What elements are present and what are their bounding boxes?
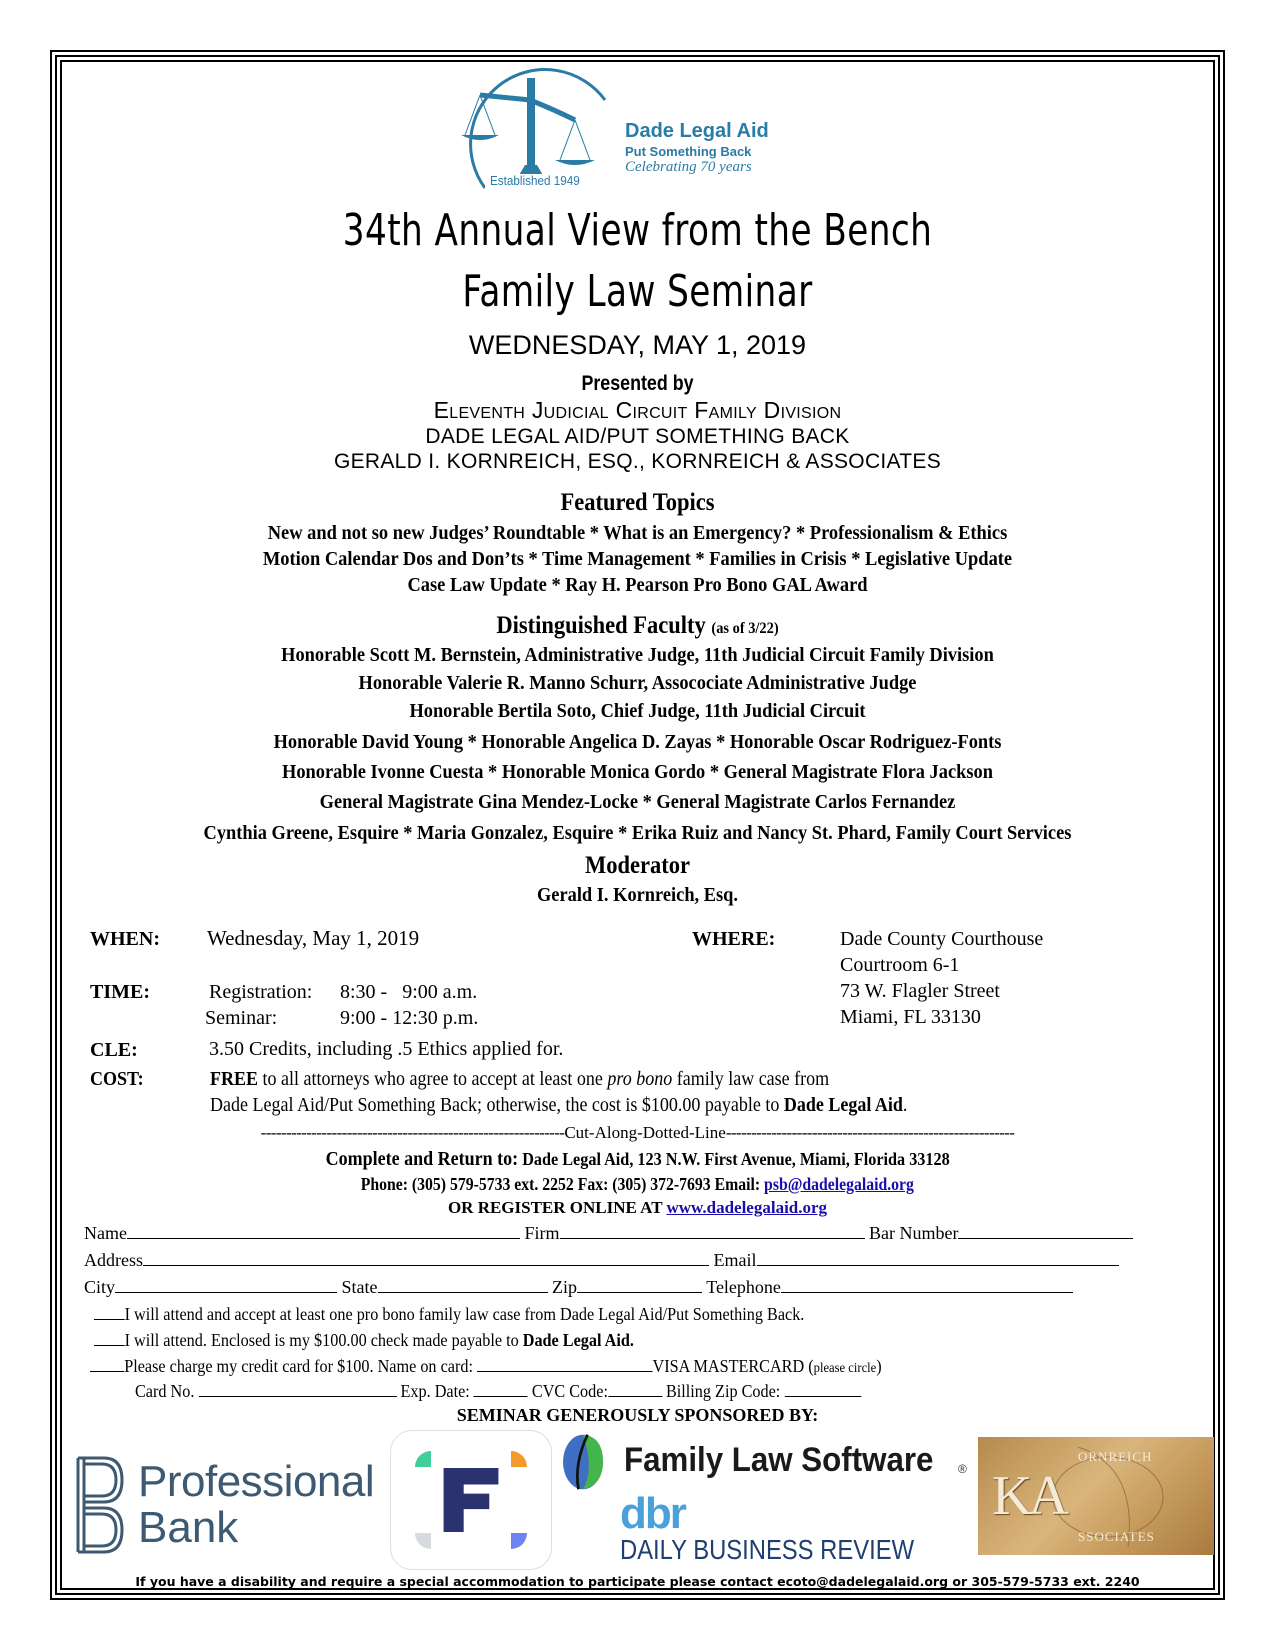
- faculty-line: Honorable Ivonne Cuesta * Honorable Monica Gordo * General Magistrate Flora Jackson: [282, 761, 993, 783]
- register-line: [50, 1198, 1225, 1218]
- option-row: [94, 1329, 694, 1351]
- cost-payee: Dade Legal Aid: [783, 1094, 903, 1116]
- state-label: State: [341, 1277, 378, 1297]
- faculty-line: Honorable Valerie R. Manno Schurr, Assocociate Administrative Judge: [358, 672, 917, 694]
- name-field[interactable]: [127, 1238, 520, 1239]
- option-checkbox[interactable]: [90, 1371, 124, 1372]
- ka-text-1: ORNREICH: [1078, 1449, 1153, 1464]
- name-label: Name: [84, 1223, 127, 1243]
- logo-org-name: Dade Legal Aid: [625, 120, 769, 142]
- city-field[interactable]: [115, 1292, 337, 1293]
- logo-tagline: Put Something Back: [625, 144, 752, 159]
- city-label: City: [84, 1277, 116, 1297]
- where-line: Miami, FL 33130: [840, 1006, 981, 1028]
- card-no-field[interactable]: [198, 1396, 396, 1397]
- seminar-label: Seminar:: [205, 1007, 278, 1029]
- option-text: Please charge my credit card for $100. Name on card:: [124, 1356, 478, 1376]
- cvc-label: CVC Code:: [531, 1381, 608, 1401]
- where-label: WHERE:: [692, 928, 776, 950]
- contact-email-link[interactable]: psb@dadelegalaid.org: [764, 1174, 915, 1194]
- topic-line: Case Law Update * Ray H. Pearson Pro Bono GAL Award: [407, 574, 868, 596]
- billing-zip-label: Billing Zip Code:: [666, 1381, 781, 1401]
- title-line-1: 34th Annual View from the Bench: [342, 205, 933, 256]
- option-text: I will attend and accept at least one pro bono family law case from Dade Legal Aid/Put Something Back.: [124, 1304, 805, 1324]
- firm-field[interactable]: [560, 1238, 865, 1239]
- cut-line: [50, 1123, 1225, 1143]
- when-label: WHEN:: [90, 928, 160, 950]
- option-checkbox[interactable]: [94, 1345, 125, 1346]
- cut-dashes-left: ------------------------------------------------------------: [260, 1123, 565, 1142]
- faculty-heading-text: Distinguished Faculty: [496, 612, 706, 639]
- zip-label: Zip: [552, 1277, 578, 1297]
- option-row: [90, 1355, 970, 1380]
- faculty-line: Honorable Bertila Soto, Chief Judge, 11th Judicial Circuit: [409, 700, 866, 722]
- faculty-line: General Magistrate Gina Mendez-Locke * General Magistrate Carlos Fernandez: [319, 791, 956, 813]
- bank-name-line-2: Bank: [138, 1503, 239, 1552]
- option-payee: Dade Legal Aid.: [522, 1330, 634, 1350]
- logo-established: Established 1949: [490, 173, 580, 188]
- cut-dashes-right: ---------------------------------------------------------: [725, 1123, 1015, 1142]
- cost-free: FREE: [210, 1068, 259, 1090]
- cost-text-1: to all attorneys who agree to accept at least one: [258, 1068, 608, 1090]
- bar-number-field[interactable]: [958, 1238, 1133, 1239]
- card-types: VISA MASTERCARD (: [652, 1356, 814, 1376]
- presenter-2: DADE LEGAL AID/PUT SOMETHING BACK: [425, 425, 850, 448]
- cost-label-text: COST:: [90, 1068, 144, 1090]
- cvc-field[interactable]: [608, 1396, 662, 1397]
- moderator-heading: Moderator: [585, 852, 690, 879]
- website-link[interactable]: www.dadelegalaid.org: [666, 1198, 828, 1217]
- cost-label: [90, 1067, 150, 1091]
- daily-business-review-logo: [620, 1489, 950, 1568]
- corner-mark-orange: [511, 1451, 527, 1467]
- ka-letters: [992, 1467, 1065, 1525]
- moderator-name: Gerald I. Kornreich, Esq.: [536, 884, 739, 906]
- seminar-time: 9:00 - 12:30 p.m.: [340, 1007, 479, 1029]
- cost-line-2-text: Dade Legal Aid/Put Something Back; otherwise, the cost is $100.00 payable to: [210, 1094, 784, 1116]
- dbr-letters: dbr: [620, 1489, 685, 1538]
- f-sponsor-logo: [390, 1430, 552, 1570]
- name-on-card-field[interactable]: [477, 1371, 653, 1372]
- time-label: TIME:: [90, 981, 150, 1003]
- presented-by: Presented by: [581, 372, 694, 395]
- billing-zip-field[interactable]: [784, 1396, 860, 1397]
- cle-value: 3.50 Credits, including .5 Ethics applied for.: [209, 1038, 564, 1060]
- zip-field[interactable]: [577, 1292, 702, 1293]
- contact-phone: Phone: (305) 579-5733 ext. 2252 Fax: (305) 372-7693 Email:: [360, 1174, 765, 1194]
- contact-line: [50, 1174, 1225, 1195]
- cost-end: .: [902, 1094, 908, 1116]
- sponsors-heading: SEMINAR GENEROUSLY SPONSORED BY:: [456, 1405, 819, 1425]
- accessibility-note: If you have a disability and require a special accommodation to participate please contact ecoto@dadelegalaid.org or 305-579-5733 ext. 2240: [135, 1574, 1140, 1589]
- corner-mark-gray: [415, 1533, 431, 1549]
- seminar-date: WEDNESDAY, MAY 1, 2019: [468, 330, 807, 360]
- firm-label: Firm: [524, 1223, 560, 1243]
- card-no-label: Card No.: [135, 1381, 195, 1401]
- faculty-line: Honorable Scott M. Bernstein, Administrative Judge, 11th Judicial Circuit Family Division: [281, 644, 994, 666]
- registration-label: Registration:: [209, 981, 313, 1003]
- cle-label: CLE:: [90, 1039, 138, 1061]
- telephone-label: Telephone: [706, 1277, 781, 1297]
- professional-bank-logo: [74, 1450, 384, 1560]
- presenter-1: Eleventh Judicial Circuit Family Division: [433, 397, 842, 423]
- logo-anniversary: Celebrating 70 years: [625, 159, 752, 175]
- return-address: Dade Legal Aid, 123 N.W. First Avenue, Miami, Florida 33128: [517, 1149, 950, 1169]
- title-line-2: Family Law Seminar: [462, 266, 813, 317]
- cost-line-1: [210, 1067, 898, 1091]
- dbr-name: DAILY BUSINESS REVIEW: [620, 1534, 915, 1565]
- faculty-heading-note: (as of 3/22): [711, 620, 779, 637]
- fls-registered-mark: ®: [958, 1462, 967, 1476]
- address-label: Address: [84, 1250, 143, 1270]
- faculty-heading: [109, 612, 1167, 640]
- faculty-line: Honorable David Young * Honorable Angelica D. Zayas * Honorable Oscar Rodriguez-Fonts: [273, 731, 1002, 753]
- return-label: Complete and Return to:: [325, 1148, 518, 1170]
- email-field[interactable]: [757, 1265, 1119, 1266]
- option-text: I will attend. Enclosed is my $100.00 check made payable to: [124, 1330, 523, 1350]
- family-law-software-logo: [560, 1432, 980, 1494]
- fls-name: Family Law Software: [624, 1441, 934, 1479]
- bank-name-line-1: Professional: [138, 1457, 375, 1506]
- topics-heading: Featured Topics: [560, 489, 715, 516]
- city-row: [84, 1276, 1073, 1298]
- topic-line: Motion Calendar Dos and Don’ts * Time Management * Families in Crisis * Legislative Update: [262, 548, 1013, 570]
- cost-text-2: family law case from: [672, 1068, 830, 1090]
- when-value: Wednesday, May 1, 2019: [207, 926, 420, 950]
- bar-number-label: Bar Number: [869, 1223, 959, 1243]
- ka-monogram: KA: [992, 1465, 1065, 1527]
- faculty-line: Cynthia Greene, Esquire * Maria Gonzalez, Esquire * Erika Ruiz and Nancy St. Phard, Family Court Services: [203, 822, 1072, 844]
- state-field[interactable]: [378, 1292, 548, 1293]
- cost-line-2: [210, 1093, 985, 1117]
- where-line: Courtroom 6-1: [840, 954, 960, 976]
- registration-time: 8:30 - 9:00 a.m.: [340, 981, 478, 1003]
- pb-monogram-icon: [74, 1456, 126, 1556]
- dade-legal-aid-logo: [455, 60, 795, 195]
- return-line: [50, 1147, 1225, 1173]
- address-field[interactable]: [143, 1265, 709, 1266]
- name-row: [84, 1222, 1133, 1244]
- exp-date-label: Exp. Date:: [400, 1381, 470, 1401]
- option-row: [94, 1303, 883, 1325]
- corner-mark-teal: [415, 1451, 431, 1467]
- topic-line: New and not so new Judges’ Roundtable * What is an Emergency? * Professionalism & Ethics: [267, 522, 1008, 544]
- card-row: [135, 1380, 942, 1402]
- cut-label: Cut-Along-Dotted-Line: [564, 1123, 726, 1142]
- kornreich-associates-logo: [978, 1437, 1214, 1555]
- cost-pro-bono: pro bono: [607, 1068, 673, 1090]
- exp-date-field[interactable]: [474, 1396, 528, 1397]
- fls-swoosh-icon: [560, 1432, 606, 1492]
- address-row: [84, 1249, 1119, 1271]
- telephone-field[interactable]: [781, 1292, 1073, 1293]
- please-circle: please circle: [813, 1361, 877, 1376]
- register-text: OR REGISTER ONLINE AT: [447, 1198, 667, 1217]
- email-label: Email: [713, 1250, 757, 1270]
- ka-text-2: SSOCIATES: [1078, 1529, 1155, 1544]
- f-letter-icon: [443, 1468, 499, 1532]
- close-paren: ): [876, 1356, 882, 1376]
- option-checkbox[interactable]: [94, 1319, 125, 1320]
- presenter-3: GERALD I. KORNREICH, ESQ., KORNREICH & ASSOCIATES: [333, 450, 942, 473]
- where-line: 73 W. Flagler Street: [840, 980, 1000, 1002]
- where-line: Dade County Courthouse: [840, 928, 1044, 950]
- corner-mark-blue: [511, 1533, 527, 1549]
